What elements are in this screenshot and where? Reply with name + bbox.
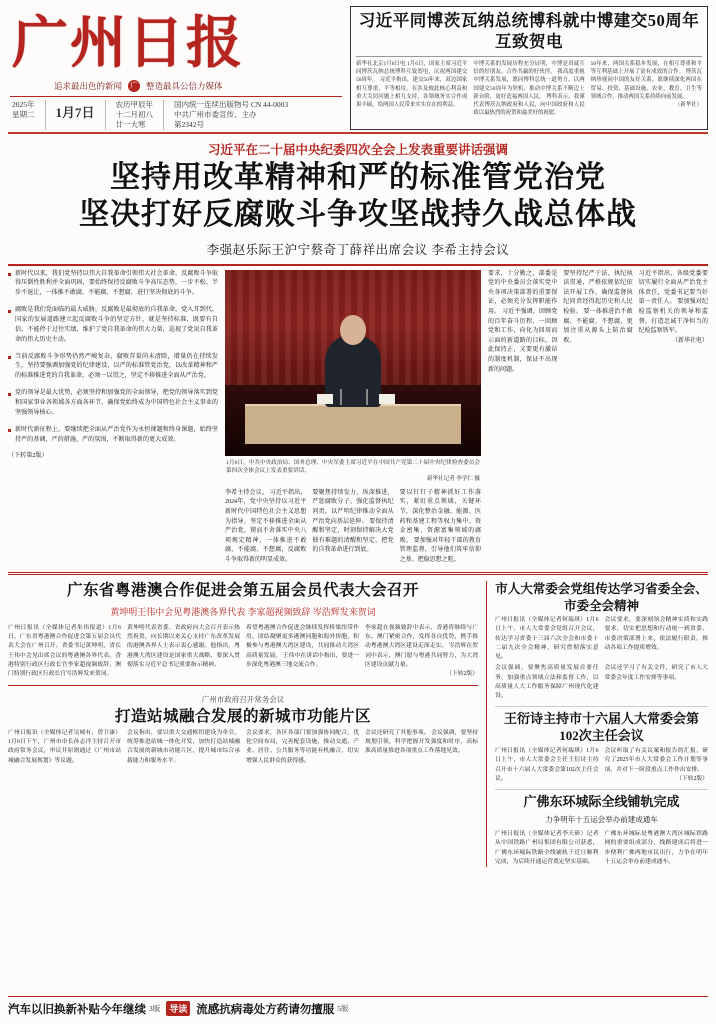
masthead-logo-block <box>8 6 344 130</box>
bullet-summary-column <box>8 270 218 566</box>
right-section2-column-2 <box>605 747 709 784</box>
right-section2-body <box>495 747 708 784</box>
section2-column-1: 广州日报讯（全媒体记者朱伟报道）1月6日，广东省粤港澳合作促进会第五届会员代表大会在广州召开。省委书记黄坤明、省长王伟中会见出席会议的粤港澳各界代表。香港特别行政区行政长官李家超视频致辞，澳门特别行政区行政长官岑浩辉发来贺词。 <box>8 624 121 678</box>
right-section3-subheadline: 力争明年十五运会举办前建成通车 <box>545 815 658 825</box>
main-kicker: 习近平在二十届中央纪委四次全会上发表重要讲话强调 <box>207 143 508 158</box>
right-body-column-2 <box>563 270 632 376</box>
section-guangdong-cooperation <box>8 581 478 679</box>
footer-badge: 导读 <box>166 1001 190 1016</box>
section-npc-study <box>495 581 708 701</box>
lunar-year: 农历甲辰年 <box>115 100 154 109</box>
section3-headline: 打造站城融合发展的新城市功能片区 <box>114 708 371 726</box>
masthead-divider <box>10 96 342 97</box>
photo-caption <box>225 456 481 484</box>
lead-headline: 习近平同博茨瓦纳总统博科就中博建交50周年互致贺电 <box>358 11 700 51</box>
section3-kicker: 广州市政府召开常务会议 <box>201 695 285 705</box>
bullet-item: 当前反腐败斗争形势仍然严峻复杂，腐败存量尚未清除，增量仍在持续发生，坚持要强调加强党的纪律建设，以严的标准管党治党，以改革精神和严的标准推进党的自我革命，必须一以贯之，坚定不移推进全面从严治党。 <box>8 353 218 383</box>
lead-news-box <box>350 6 708 130</box>
main-story <box>8 134 708 265</box>
lead-body <box>356 60 702 117</box>
issn-line: 国内统一连续出版物号 CN 44-0003 <box>174 100 289 109</box>
lead-column-3-text: 50年来，两国关系稳步发展，在相互尊重和平等互利基础上开展了富有成效的合作。 博茨瓦纳珍视同中国的友好关系，愿继续深化两国在贸易、投资、基础设施、农业、教育、卫生等领域合作，推动两国关系持续向前发展。 <box>590 61 702 100</box>
right-body-column-2-text: 要坚持纪严于法、执纪执法贯通，严格依规依纪依法开展工作，确保监督执纪问责经得起历史和人民检验。 要一体推进治不敢腐、不能腐、不想腐，更加注重从源头上防治腐败。 <box>563 270 633 344</box>
publisher-line: 中共广州市委宣传、主办 <box>174 110 257 120</box>
section2-headline: 广东省粤港澳合作促进会第五届会员代表大会召开 <box>66 582 419 600</box>
right-section2-column-1: 广州日报讯（全媒体记者何瑞琪）1月6日上午，市人大常委会主任王衍诗主持召开市十六届人大常委会第102次主任会议。 <box>495 748 599 782</box>
right-section1-body-2 <box>495 664 708 701</box>
dateline <box>8 100 344 130</box>
bullet-continuation-note: （下转第2版） <box>8 453 48 460</box>
lead-column-1: 新华社北京1月6日电 1月6日，国家主席习近平同博茨瓦纳总统博科互致贺电，庆祝两国建交50周年。 习近平指出，建交50年来，双边国家相互尊重、平等相待，在涉及彼此核心利益和重大关切问题上相互支持，各领域务实合作成果丰硕，给两国人民带来实实在在的利益。 <box>356 61 468 108</box>
microphone-icon <box>340 389 342 405</box>
section-chairman-meeting <box>495 711 708 784</box>
photo-caption-text: 1月6日，中共中央政治局、国务总理、中央军委主席习近平在中国共产党第二十届中央纪律检查委员会第四次全体会议上发表重要讲话。 <box>226 459 480 474</box>
section2-column-3: 希望粤港澳合作促进会继续发挥桥梁纽带作用，团结凝聚更多港澳同胞和海外侨胞，积极参与粤港澳大湾区建设，共同推动大湾区高质量发展。 王伟中在讲话中指出，要进一步深化粤港澳三地交流合作。 <box>246 624 359 668</box>
main-body-column-2: 要聚焦持续发力、纵深推进，严惩腐败分子，强化监督执纪问责，以严明纪律推动全面从严治党向基层延伸。 要保持清醒和坚定，时刻保持解决大党独有难题的清醒和坚定，把党的自我革命进行到底。 <box>312 489 394 554</box>
dateline-date <box>56 100 106 130</box>
section2-column-4-text: 李家超在视频致辞中表示，香港将继续与广东、澳门紧密合作，发挥各自优势，携手推动粤港澳大湾区建设走深走实。 岑浩辉在贺词中表示，澳门愿与粤港共同努力，为大湾区建设贡献力量。 <box>365 624 478 668</box>
main-story-right-column <box>488 270 708 566</box>
bullet-list <box>8 270 218 463</box>
bullet-item: 党的领导是最大优势，必须坚持和加强党的全面领导，把党的领导落实到党和国家事业各领域各方面各环节，确保党始终成为中国特色社会主义事业的坚强领导核心。 <box>8 389 218 419</box>
lower-left-divider <box>8 685 478 686</box>
right-divider-2 <box>495 789 708 790</box>
dateline-publication-info <box>174 100 298 130</box>
footer-index-bar <box>8 996 708 1020</box>
section3-body <box>8 729 478 766</box>
section2-body <box>8 624 478 680</box>
dateline-year: 2025年 <box>12 100 35 109</box>
right-body-column-3 <box>639 270 708 376</box>
section2-column-4 <box>365 624 478 680</box>
footer-item-1-label: 汽车以旧换新补贴今年继续 <box>8 1003 146 1016</box>
section3-column-1: 广州日报讯（全媒体记者吴城有、曾卫康）1月6日下午，广州市市长孙志洋主持召开市政府常务会议，审议并原则通过《广州市站城融合发展规划》等议题。 <box>8 729 121 764</box>
right-body-column-3-text: 习近平指出，各级党委要切实履行全面从严治党主体责任，党委书记要当好第一责任人。 要加强对纪检监察机关的领导和监督，打造忠诚干净担当的纪检监察铁军。 <box>638 270 708 335</box>
lunar-month: 十二月初八 <box>115 110 154 120</box>
lead-column-3 <box>591 60 702 117</box>
main-body-column-3: 要以钉钉子精神抓好工作落实，紧盯重点领域、关键环节，深化整治金融、能源、医药和基建工程等权力集中、资金密集、资源富集领域的腐败。 要加强对年轻干部的教育管理监督，引导他们筑牢信仰之基、把稳思想之舵。 <box>399 489 481 563</box>
masthead-slogans <box>8 72 344 92</box>
section3-column-4: 会议还研究了其他事项。 会议强调，要坚持规划引领，科学把握开发强度和时序，高标准高质量推进各项重点工作落地见效。 <box>365 729 478 755</box>
photo-podium <box>245 404 460 445</box>
dateline-lunar <box>116 100 165 130</box>
lower-sections <box>8 581 708 867</box>
footer-item-2-label: 流感抗病毒处方药请勿擅服 <box>196 1003 335 1016</box>
bullet-item: 新时代新征程上，要继续把全面从严治党作为永恒课题和终身课题，始终坚持严的基调、严的措施、严的氛围，不断取得新的更大成效。 <box>8 426 218 446</box>
footer-item-2-page: 5版 <box>337 1004 349 1013</box>
main-body-columns <box>225 489 481 566</box>
right-section3-body <box>495 830 708 867</box>
news-photo <box>225 270 481 456</box>
main-subheadline: 李强赵乐际王沪宁蔡奇丁薛祥出席会议 李希主持会议 <box>206 242 510 257</box>
photo-credit: 新华社记者 李学仁 摄 <box>426 476 480 483</box>
right-section2-column-2-text: 会议听取了有关议案和报告的汇报，研究了2025年市人大常委会工作计划等事项，并对下一阶段重点工作作出安排。 <box>604 748 708 773</box>
right-body-signature: （新华社电） <box>671 337 708 344</box>
right-section1-column-2: 会议要求，要深刻领会精神实质和实践要求，切实把思想和行动统一到省委、市委决策部署上来，依法履行职责，推动各项工作提质增效。 <box>604 616 708 651</box>
dateline-weekday: 星期二 <box>12 110 35 120</box>
section3-column-2: 会议指出，要以重大交通枢纽建设为牵引，统筹推进站城一体化开发，加快打造站城融合发展的新城市功能片区，提升城市综合承载能力和服务水平。 <box>127 729 240 764</box>
slogan-primary: 追求最出色的新闻 <box>54 81 123 91</box>
section2-subheadline: 黄坤明王伟中会见粤港澳各界代表 李家超视频致辞 岑浩辉发来贺词 <box>110 606 376 617</box>
right-section1-headline: 市人大常委会党组传达学习省委全会、市委全会精神 <box>495 582 708 613</box>
lower-right-column <box>486 581 708 867</box>
section-divider <box>8 572 708 575</box>
main-story-body <box>8 270 708 566</box>
bullet-item: 腐败是我们党面临的最大威胁，反腐败是最彻底的自我革命。党入耳到代、国家的发展道路建立起反腐败斗争的坚定方针，就是坚持标准，既要有自信，不能停于过往实绩，维护了党自我革命的伟大力量，巡视了党说自我革命的伟大历史主动。 <box>8 306 218 345</box>
lower-left-column <box>8 581 478 867</box>
footer-item-1-page: 3版 <box>149 1004 161 1013</box>
right-divider-1 <box>495 706 708 707</box>
footer-item-2[interactable] <box>196 1001 348 1017</box>
footer-item-1[interactable] <box>8 1001 160 1017</box>
section-city-function-zone <box>8 691 478 765</box>
photo-speaker-body <box>325 335 381 407</box>
main-headline-line1: 坚持用改革精神和严的标准管党治党 <box>110 161 606 195</box>
right-section1-body <box>495 616 708 662</box>
right-section3-headline: 广佛东环城际全线铺轨完成 <box>523 794 680 810</box>
circle-logo-icon: 广 <box>130 81 139 90</box>
microphone-icon <box>366 389 368 405</box>
slogan-secondary: 整造最具公信力媒体 <box>146 81 223 91</box>
section2-column-2: 黄坤明代表省委、省政府向大会召开表示热烈祝贺，向长期以来关心支持广东改革发展的港澳各界人士表示衷心感谢。他指出，粤港澳大湾区建设是国家重大战略，要深入贯彻落实习近平总书记重要指示精神。 <box>127 624 240 668</box>
right-section1-column-3: 会议强调，要聚焦高质量发展首要任务，加强重点领域立法和监督工作，以高质量人大工作服务保障广州现代化建设。 <box>495 665 599 700</box>
right-section3-column-2: 广佛东环城际是粤港澳大湾区城际铁路网的重要组成部分，线路建成后将进一步便利广佛两地市民出行，力争在明年十五运会举办前建成通车。 <box>604 831 708 865</box>
right-section1-column-1: 广州日报讯（全媒体记者何瑞琪）1月6日上午，市人大常委会党组召开会议，传达学习省委十三届六次全会和市委十二届九次全会精神，研究贯彻落实意见。 <box>495 616 599 661</box>
bullet-item: 新时代以来，我们党坚持以伟大自我革命引领伟大社会革命，反腐败斗争取得压倒性胜利并全面巩固，要始终保持反腐败斗争高压态势，一步不松、半步不退让，一体推不敢腐、不能腐、不想腐，进行坚决彻底的斗争。 <box>8 270 218 300</box>
issue-number: 第2342号 <box>174 120 205 130</box>
section2-continuation-note: （下转2版） <box>446 671 478 678</box>
right-section1-column-4: 会议还学习了有关文件，研究了市人大常委会年度工作安排等事项。 <box>604 665 708 681</box>
masthead <box>8 6 708 134</box>
photo-speaker-head <box>340 315 366 345</box>
lead-column-2: 中博关系的发展历程充分证明，中博是真诚互信的好朋友、合作共赢的好伙伴。 我高度重视中博关系发展，愿同博科总统一道努力，以两国建交50周年为契机，推动中博关系不断迈上新台阶，更好造福两国人民。 博科表示，我谨代表博茨瓦纳政府和人民，向中国政府和人民致以最热烈的祝贺和最美好的祝愿。 <box>473 61 585 116</box>
dateline-date-text: 1月7日 <box>55 105 95 120</box>
lunar-term: 廿一大寒 <box>115 120 146 130</box>
right-body-columns <box>488 270 708 376</box>
section-intercity-railway <box>495 794 708 867</box>
photo-wrapper <box>225 270 481 484</box>
lead-divider <box>356 56 702 57</box>
main-headline-line2: 坚决打好反腐败斗争攻坚战持久战总体战 <box>79 197 637 231</box>
photo-column <box>225 270 481 566</box>
right-section3-column-1: 广州日报讯（全媒体记者李天研）记者从中国铁路广州局集团有限公司获悉，广佛东环城际铁路全线铺轨于近日顺利完成，为后续开通运营奠定坚实基础。 <box>495 831 599 865</box>
main-body-column-1: 李希主持会议。 习近平指出，2024年，党中央坚持以习近平新时代中国特色社会主义思想为指导，坚定不移推进全面从严治党，锲而不舍落实中央八项规定精神，一体推进不敢腐、不能腐、不想腐，反腐败斗争取得新的明显成效。 <box>225 489 307 563</box>
section3-column-3: 会议要求，各区各部门要加强协同配合，优化空间布局，完善配套设施，推动交通、产业、居住、公共服务等功能有机融合，切实增强人民群众的获得感。 <box>246 729 359 764</box>
right-section2-continuation-note: （下转2版） <box>676 775 708 782</box>
lead-signature: （新华社） <box>675 101 702 108</box>
newspaper-title: 广州日报 <box>12 13 244 75</box>
right-section2-headline: 王衍诗主持市十六届人大常委会第102次主任会议 <box>503 711 699 744</box>
dateline-gregorian <box>12 100 46 130</box>
photo-document <box>317 394 333 404</box>
photo-document <box>379 394 395 404</box>
main-divider <box>8 264 708 266</box>
right-body-column-1: 要求，十分勤之，部委是党的中央委员会落实党中央各项决策部署的重要保证，必须充分发挥职能作用。 习近平强调，回顾党的百年奋斗历程，一回顾党和工作，向化为回用而示面的新道路的目标，因此保持正，又要更有激昂的制度机制，保证不出现新的问题。 <box>488 270 558 373</box>
